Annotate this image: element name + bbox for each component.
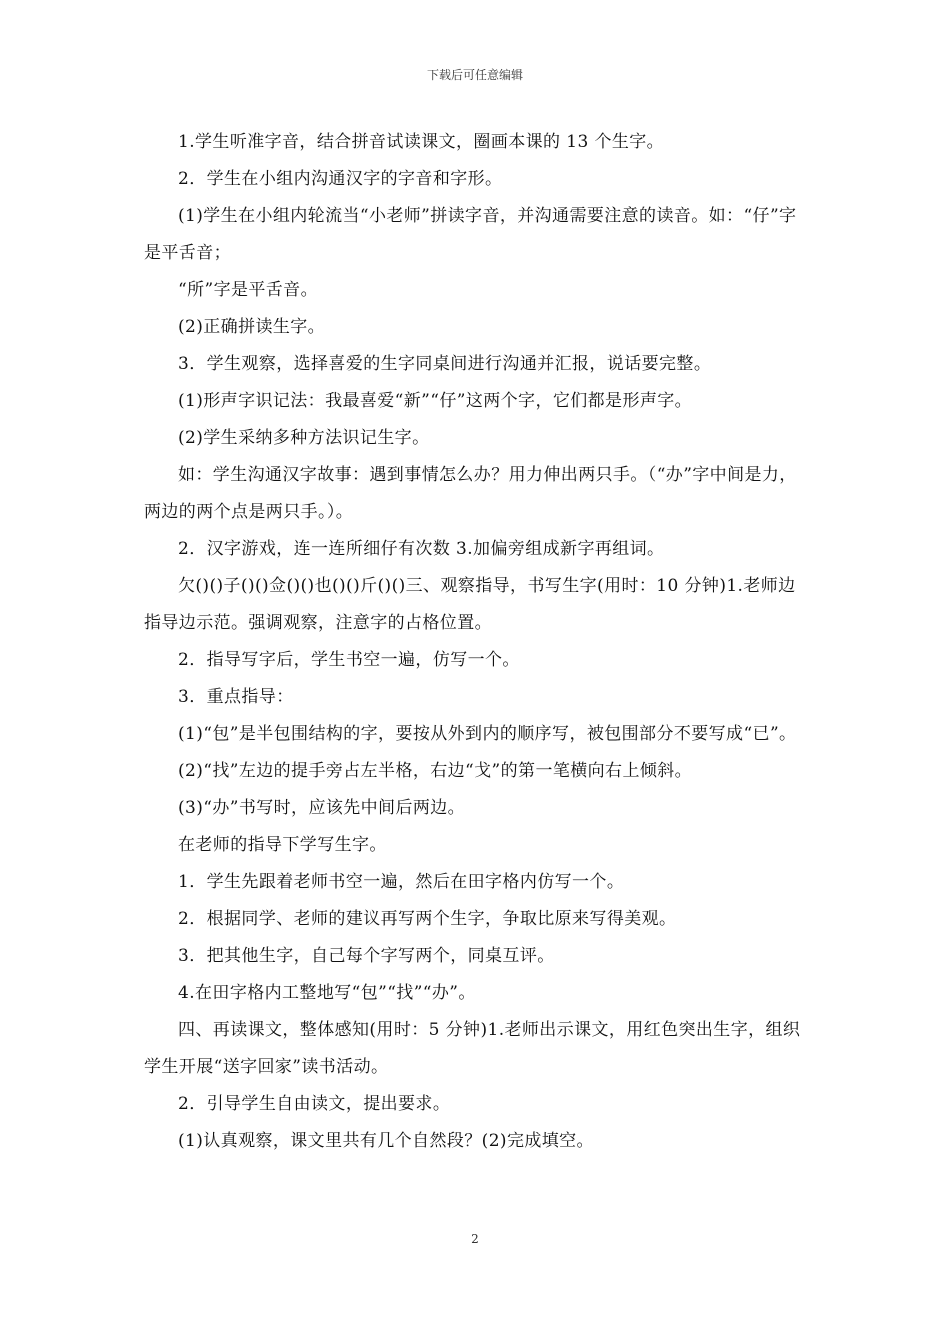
page-number: 2 — [471, 1232, 479, 1246]
paragraph: (1)认真观察，课文里共有几个自然段？(2)完成填空。 — [178, 1131, 594, 1151]
paragraph: (2)学生采纳多种方法识记生字。 — [178, 428, 430, 448]
paragraph: (1)学生在小组内轮流当“小老师”拼读字音，并沟通需要注意的读音。如：“仔”字是平舌音； — [144, 206, 797, 263]
paragraph: 1．学生先跟着老师书空一遍，然后在田字格内仿写一个。 — [178, 872, 625, 892]
paragraph: 2．引导学生自由读文，提出要求。 — [178, 1094, 451, 1114]
paragraph: 4.在田字格内工整地写“包”“找”“办”。 — [178, 983, 476, 1003]
paragraph: 1.学生听准字音，结合拼音试读课文，圈画本课的 13 个生字。 — [178, 132, 665, 152]
paragraph: (2)正确拼读生字。 — [178, 317, 326, 337]
paragraph: 3．把其他生字，自己每个字写两个，同桌互评。 — [178, 946, 555, 966]
paragraph: “所”字是平舌音。 — [178, 280, 318, 300]
paragraph: 2．根据同学、老师的建议再写两个生字，争取比原来写得美观。 — [178, 909, 677, 929]
page-header: 下载后可任意编辑 — [426, 68, 523, 82]
paragraph: 2．学生在小组内沟通汉字的字音和字形。 — [178, 169, 503, 189]
paragraph: (1)“包”是半包围结构的字，要按从外到内的顺序写，被包围部分不要写成“已”。 — [178, 724, 797, 744]
paragraph: 3．学生观察，选择喜爱的生字同桌间进行沟通并汇报，说话要完整。 — [178, 354, 712, 374]
paragraph: 2．汉字游戏，连一连所细仔有次数 3.加偏旁组成新字再组词。 — [178, 539, 665, 559]
paragraph: (3)“办”书写时，应该先中间后两边。 — [178, 798, 466, 818]
paragraph: (1)形声字识记法：我最喜爱“新”“仔”这两个字，它们都是形声字。 — [178, 391, 693, 411]
document-body — [144, 124, 808, 1160]
paragraph: (2)“找”左边的提手旁占左半格，右边“戈”的第一笔横向右上倾斜。 — [178, 761, 693, 781]
paragraph: 2．指导写字后，学生书空一遍，仿写一个。 — [178, 650, 520, 670]
paragraph: 3．重点指导： — [178, 687, 294, 707]
paragraph: 在老师的指导下学写生字。 — [178, 835, 387, 855]
paragraph: 如：学生沟通汉字故事：遇到事情怎么办？用力伸出两只手。（“办”字中间是力，两边的两个点是两只手。）。 — [144, 465, 797, 522]
paragraph: 四、再读课文，整体感知(用时：5 分钟)1.老师出示课文，用红色突出生字，组织学生开展“送字回家”读书活动。 — [144, 1020, 801, 1077]
paragraph: 欠()()子()()佥()()也()()斤()()三、观察指导，书写生字(用时：10 分钟)1.老师边指导边示范。强调观察，注意字的占格位置。 — [144, 576, 796, 633]
